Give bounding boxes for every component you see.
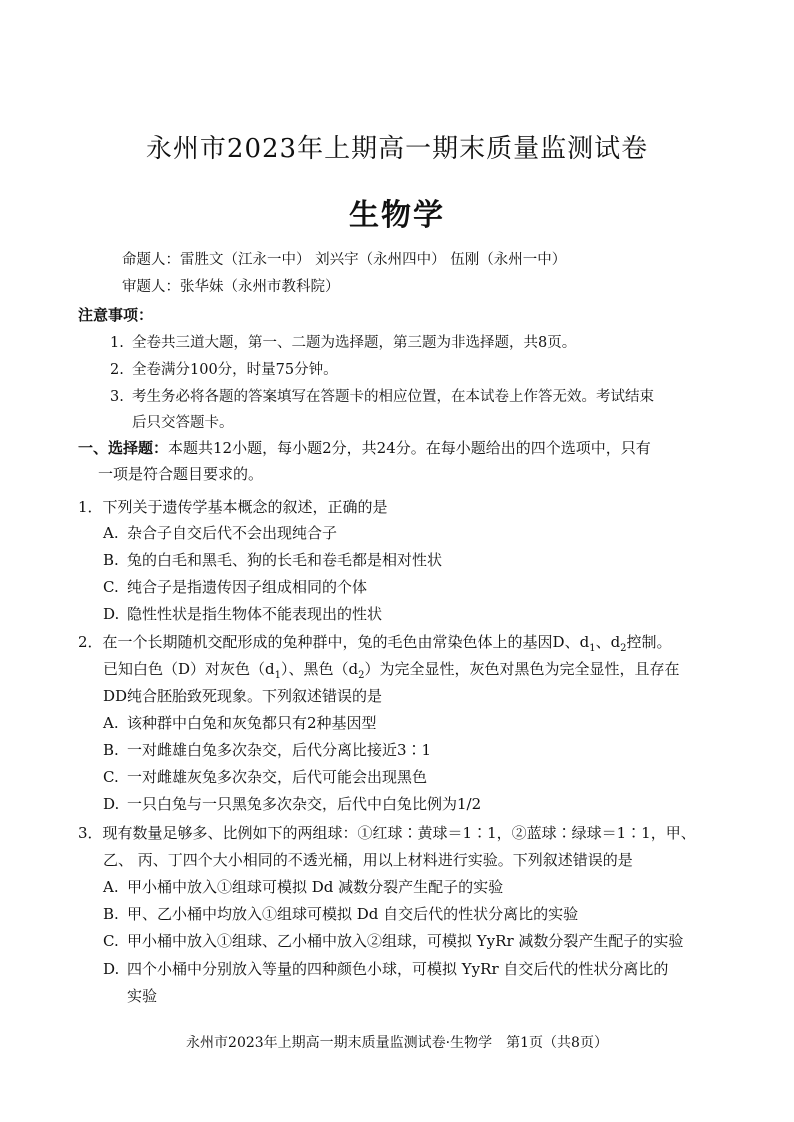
notice-text: 考生务必将各题的答案填写在答题卡的相应位置，在本试卷上作答无效。考试结束 (132, 389, 654, 405)
question-stem (78, 631, 672, 654)
option-label: A. (103, 878, 119, 896)
stem-text: 2．在一个长期随机交配形成的兔种群中，兔的毛色由常染色体上的基因D、d (78, 633, 590, 651)
notice-item (110, 358, 338, 379)
option-a (103, 876, 503, 897)
question-stem: 3．现有数量足够多、比例如下的两组球：①红球∶黄球＝1∶1，②蓝球∶绿球＝1∶1，甲、 (78, 824, 696, 842)
option-label: C. (103, 578, 119, 596)
section-label: 一、选择题： (78, 439, 169, 457)
option-label: A. (103, 714, 119, 732)
question-stem-cont (103, 658, 680, 681)
question-stem: 1．下列关于遗传学基本概念的叙述，正确的是 (78, 498, 388, 516)
notice-heading: 注意事项： (78, 306, 154, 324)
option-a (103, 522, 337, 543)
stem-text: ）、黑色（d (281, 660, 359, 678)
question-stem-cont: DD纯合胚胎致死现象。下列叙述错误的是 (103, 687, 383, 705)
option-text: 杂合子自交后代不会出现纯合子 (127, 524, 338, 542)
reviewer-line: 审题人：张华妹（永州市教科院） (122, 279, 340, 295)
stem-text: ）为完全显性，灰色对黑色为完全显性，且存在 (364, 660, 680, 678)
option-text: 甲小桶中放入①组球可模拟 Dd 减数分裂产生配子的实验 (127, 878, 504, 896)
option-label: B. (103, 551, 119, 569)
option-label: D. (103, 960, 120, 978)
option-label: C. (103, 768, 119, 786)
option-c (103, 930, 683, 951)
subscript: 2 (620, 643, 627, 654)
authors-line: 命题人：雷胜文（江永一中） 刘兴宇（永州四中） 伍刚（永州一中） (122, 252, 567, 268)
option-text: 一对雌雄白兔多次杂交，后代分离比接近3∶1 (127, 741, 432, 759)
option-c (103, 576, 367, 597)
notice-number: 2. (110, 362, 124, 378)
option-label: B. (103, 741, 119, 759)
option-text: 四个小桶中分别放入等量的四种颜色小球，可模拟 YyRr 自交后代的性状分离比的 (127, 960, 669, 978)
section-text: 本题共12小题，每小题2分，共24分。在每小题给出的四个选项中，只有 (168, 439, 651, 457)
option-continuation: 实验 (127, 987, 158, 1005)
section-instructions (78, 437, 651, 458)
option-label: A. (103, 524, 119, 542)
notice-continuation: 后只交答题卡。 (132, 415, 234, 431)
option-label: D. (103, 795, 120, 813)
option-text: 一只白兔与一只黑兔多次杂交，后代中白兔比例为1/2 (127, 795, 482, 813)
notice-number: 1. (110, 335, 124, 351)
option-b (103, 739, 431, 760)
subscript: 2 (358, 670, 365, 681)
stem-text: 、d (595, 633, 621, 651)
stem-text: 控制。 (626, 633, 672, 651)
option-d (103, 793, 481, 814)
option-text: 纯合子是指遗传因子组成相同的个体 (127, 578, 368, 596)
notice-item (110, 385, 654, 406)
option-text: 甲小桶中放入①组球、乙小桶中放入②组球，可模拟 YyRr 减数分裂产生配子的实验 (127, 932, 684, 950)
section-text-cont: 一项是符合题目要求的。 (98, 465, 264, 483)
option-label: D. (103, 605, 120, 623)
option-c (103, 766, 427, 787)
option-text: 一对雌雄灰兔多次杂交，后代可能会出现黑色 (127, 768, 428, 786)
option-text: 隐性性状是指生物体不能表现出的性状 (127, 605, 383, 623)
notice-text: 全卷共三道大题，第一、二题为选择题，第三题为非选择题，共8页。 (132, 335, 577, 351)
notice-text: 全卷满分100分，时量75分钟。 (132, 362, 338, 378)
option-b (103, 903, 578, 924)
option-b (103, 549, 442, 570)
option-text: 甲、乙小桶中均放入①组球可模拟 Dd 自交后代的性状分离比的实验 (127, 905, 579, 923)
subscript: 1 (274, 670, 282, 681)
stem-text: 已知白色（D）对灰色（d (103, 660, 275, 678)
option-text: 兔的白毛和黑毛、狗的长毛和卷毛都是相对性状 (127, 551, 443, 569)
option-text: 该种群中白兔和灰兔都只有2种基因型 (127, 714, 377, 732)
notice-number: 3. (110, 389, 124, 405)
option-a (103, 712, 377, 733)
option-d (103, 958, 668, 979)
page-footer: 永州市2023年上期高一期末质量监测试卷·生物学 第1页（共8页） (186, 1035, 608, 1051)
option-d (103, 603, 382, 624)
subject-title: 生物学 (349, 198, 445, 233)
option-label: B. (103, 905, 119, 923)
exam-title: 永州市2023年上期高一期末质量监测试卷 (145, 134, 649, 164)
notice-item (110, 331, 576, 352)
question-stem-cont: 乙、 丙、丁四个大小相同的不透光桶，用以上材料进行实验。下列叙述错误的是 (103, 851, 633, 869)
option-label: C. (103, 932, 119, 950)
subscript: 1 (589, 643, 596, 654)
